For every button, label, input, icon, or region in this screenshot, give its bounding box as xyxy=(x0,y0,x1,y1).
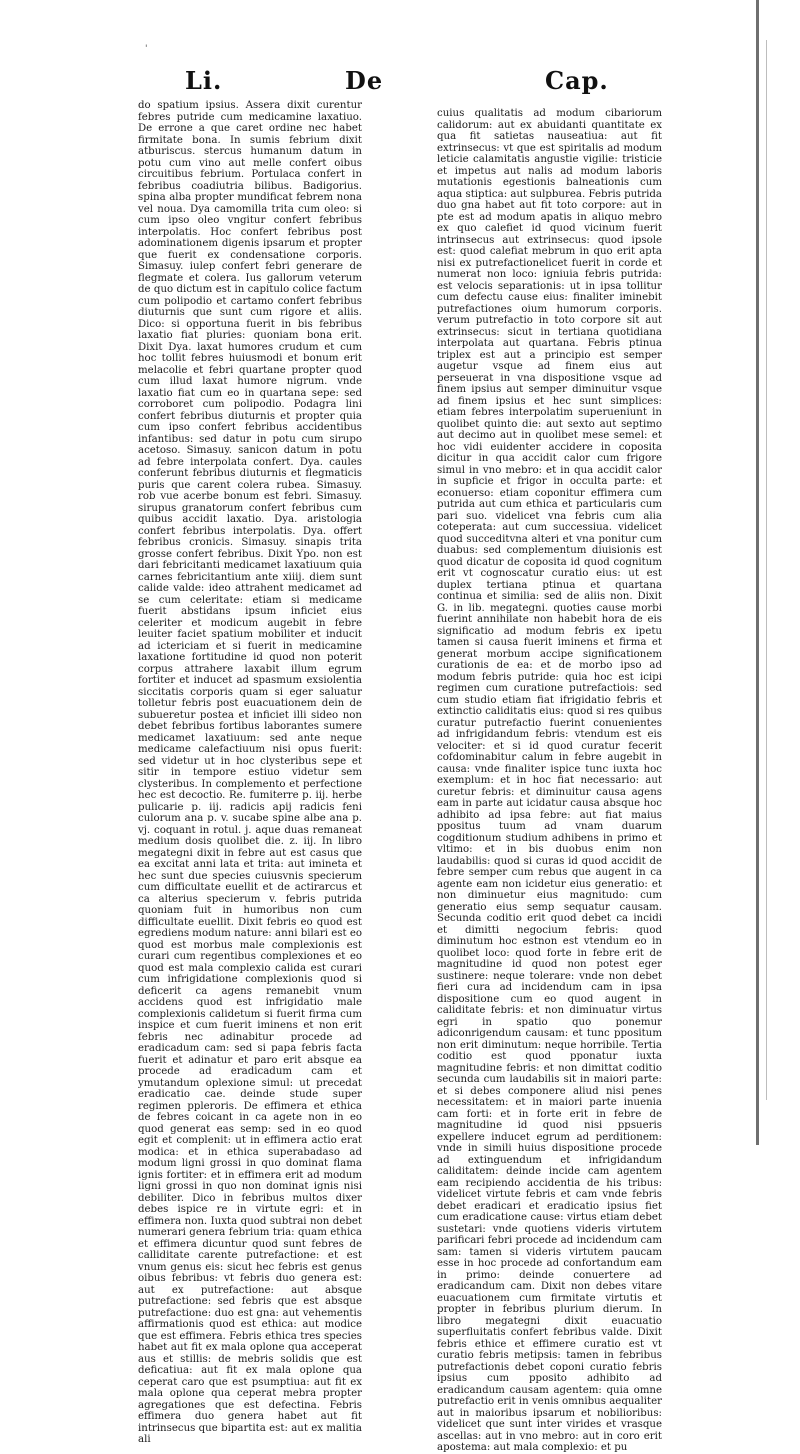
ink-speck: ' xyxy=(145,44,148,54)
text-column-right xyxy=(437,108,662,1453)
running-head-right: Cap. xyxy=(545,66,609,95)
column-right-text: cuius qualitatis ad modum cibariorum calidorum: aut ex abuidanti quantitate ex qua fit satietas nauseatiua: aut fit extrinsecus: vt que est spiritalis ad modum leticie calamitatis angustie vigilie: tristicie et impetus aut nalis ad modum laboris mutationis egestionis balneationis cum aqua stiptica: aut sulpburea. Febris putrida duo gna habet aut fit toto corpore: aut in pte est ad modum apatis in aliquo mebro ex quo calefiet id quod vicinum fuerit intrinsecus aut extrinsecus: quod ipsole est: quod calefiat mebrum in quo erit apta nisi ex putrefactionelicet fuerit in corde et numerat non loco: igniuia febris putrida: est velocis separationis: ut in ipsa tollitur cum defectu cause eius: finaliter iminebit putrefactiones oium humorum corporis. verum putrefactio in toto corpore sit aut extrinsecus: sicut in tertiana quotidiana interpolata aut quartana. Febris ptinua triplex est aut a principio est semper augetur vsque ad finem eius aut perseuerat in vna dispositione vsque ad finem ipsius aut semper diminuitur vsque ad finem ipsius et hec sunt simplices: etiam febres interpolatim superueniunt in quolibet quinto die: aut sexto aut septimo aut decimo aut in quolibet mese semel: et hoc vidi euidenter accidere in coposita dicitur in qua accidit calor cum frigore simul in vno mebro: et in qua accidit calor in supficie et frigor in occulta parte: et econuerso: etiam coponitur effimera cum putrida aut cum ethica et particularis cum pari suo. videlicet vna febris cum alia coteperata: aut cum successiua. videlicet quod succeditvna alteri et vna ponitur cum duabus: sed complementum diuisionis est quod dicatur de coposita id quod cognitum erit vt cognoscatur curatio eius: ut est duplex tertiana ptinua et quartana continua et similia: sed de aliis non. Dixit G. in lib. megategni. quoties cause morbi fuerint annihilate non habebit hora de eis significatio ad modum febris ex ipetu tamen si causa fuerit iminens et firma et generat morbum accipe significationem curationis de ea: et de morbo ipso ad modum febris putride: quia hoc est icipi regimen cum curatione putrefactiois: sed cum studio etiam fiat ifrigidatio febris et extinctio caliditatis eius: quod si res quibus curatur putrefactio fuerint conuenientes ad infrigidandum febris: vtendum est eis velociter: et si id quod curatur fecerit cofdominabitur calum in febre augebit in causa: vnde finaliter ispice tunc iuxta hoc exemplum: et in hoc fiat necessario: aut curetur febris: et diminuitur causa agens eam in parte aut icidatur causa absque hoc adhibito ad ipsa febre: aut fiat maius ppositus tuum ad vnam duarum cogditionum studium adhibens in primo et vltimo: et in bis duobus enim non laudabilis: quod si curas id quod accidit de febre semper cum rebus que augent in ca agente eam non icidetur eius generatio: et non diminuetur eius magnitudo: cum generatio eius semp sequatur causam. Secunda coditio erit quod debet ca incidi et dimitti negocium febris: quod diminutum hoc estnon est vtendum eo in quolibet loco: quod forte in febre erit de magnitudine id quod non potest eger sustinere: neque tolerare: vnde non debet fieri cura ad incidendum cam in ipsa dispositione cum eo quod augent in caliditate febris: et non diminuatur virtus egri in spatio quo ponemur adiconrigendum causam: et tunc ppositum non erit diminutum: neque horribile. Tertia coditio est quod pponatur iuxta magnitudine febris: et non dimittat coditio secunda cum laudabilis sit in maiori parte: et si debes componere aliud nisi penes necessitatem: et in maiori parte inuenia cam forti: et in forte erit in febre de magnitudine id quod nisi ppsueris expellere inducet egrum ad perditionem: vnde in simili huius dispositione procede ad extinguendum et infrigidandum caliditatem: deinde incide cam agentem eam recipiendo accidentia de his tribus: videlicet virtute febris et cam vnde febris debet eradicari et eradicatio ipsius fiet cum eradicatione cause: virtus etiam debet sustetari: vnde quotiens videris virtutem parificari febri procede ad incidendum cam sam: tamen si videris virtutem paucam esse in hoc procede ad confortandum eam in primo: deinde conuertere ad eradicandum cam. Dixit non debes vitare euacuationem cum firmitate virtutis et propter in febribus plurium dierum. In libro megategni dixit euacuatio superfluitatis confert febribus valde. Dixit febris ethice et effimere curatio est vt curatio febris metipsis: tamen in febribus putrefactionis debet coponi curatio febris ipsius cum pposito adhibito ad eradicandum causam agentem: quia omne putrefactio erit in venis omnibus aequaliter aut in maioribus ipsarum et nobilioribus: videlicet que sunt inter virides et vrasque ascellas: aut in vno mebro: aut in coro erit apostema: aut mala complexio: et pu xyxy=(437,108,662,1453)
binding-shadow-line xyxy=(756,0,759,1145)
column-left-text: do spatium ipsius. Assera dixit curentur febres putride cum medicamine laxatiuo. De errone a que caret ordine nec habet firmitate bona. In sumis febrium dixit atburiscus. stercus humanum datum in potu cum vino aut melle confert oibus circuitibus febrium. Portulaca confert in febribus coadiutria bilibus. Badigorius. spina alba propter mundificat febrem nona vel noua. Dya camomilla trita cum oleo: si cum ipso oleo vngitur confert febribus interpolatis. Hoc confert febribus post adominationem digenis ipsarum et propter que fuerit ex condensatione corporis. Simasuy. iulep confert febri generare de flegmate et colera. Ius gallorum veterum de quo dictum est in capitulo colice factum cum polipodio et cartamo confert febribus diuturnis que sunt cum rigore et aliis. Dico: si opportuna fuerit in bis febribus laxatio fiat pluries: quoniam bona erit. Dixit Dya. laxat humores crudum et cum hoc tollit febres huiusmodi et bonum erit melacolie et febri quartane propter quod cum illud laxat humore nigrum. vnde laxatio fiat cum eo in quartana sepe: sed corroboret cum polipodio. Podagra lini confert febribus diuturnis et propter quia cum ipso confert febribus accidentibus infantibus: sed datur in potu cum sirupo acetoso. Simasuy. sanicon datum in potu ad febre interpolata confert. Dya. caules conferunt febribus diuturnis et flegmaticis puris que carent colera rubea. Simasuy. rob vue acerbe bonum est febri. Simasuy. sirupus granatorum confert febribus cum quibus accidit laxatio. Dya. aristologia confert febribus interpolatis. Dya. offert febribus cronicis. Simasuy. sinapis trita grosse confert febribus. Dixit Ypo. non est dari febricitanti medicamet laxatiuum quia carnes febricitantium ante xiiij. diem sunt calide valde: ideo attrahent medicamet ad se cum celeritate: etiam si medicame fuerit abstidans ipsum inficiet eius celeriter et modicum augebit in febre leuiter faciet spatium mobiliter et inducit ad ictericiam et si fuerit in medicamine laxatione fortitudine id quod non poterit corpus attrahere laxabit illum egrum fortiter et inducet ad spasmum exsiolentia siccitatis corporis quam si eger saluatur tolletur febris post euacuationem dein de subueretur postea et inficiet illi sideo non debet febribus fortibus laborantes sumere medicamet laxatiuum: sed ante neque medicame calefactiuum nisi opus fuerit: sed videtur ut in hoc clysteribus sepe et sitir in tempore estiuo videtur sem clysteribus. In complemento et perfectione hec est decoctio. Re. fumiterre p. iij. herbe pulicarie p. iij. radicis apij radicis feni culorum ana p. v. sucabe spine albe ana p. vj. coquant in rotul. j. aque duas remaneat medium dosis quolibet die. z. iij. In libro megategni dixit in febre aut est casus que ea excitat anni lata et trita: aut imineta et hec sunt due species cuiusvnis specierum cum difficultate euellit et de actirarcus et ca alterius specierum v. febris putrida quoniam fuit in humoribus non cum difficultate euellit. Dixit febris eo quod est egrediens modum nature: anni bilari est eo quod est morbus male complexionis est curari cum regentibus complexiones et eo quod est mala complexio calida est curari cum infrigidatione complexionis quod si deficerit ca agens remanebit vnum accidens quod est infrigidatio male complexionis calidetum si fuerit firma cum inspice et cum fuerit iminens et non erit febris nec adinabitur procede ad eradicadum cam: sed si papa febris facta fuerit et adinatur et paro erit absque ea procede ad eradicadum cam et ymutandum oplexione simul: ut precedat eradicatio cae. deinde stude super regimen ppleroris. De effimera et ethica de febres coicant in ca agete non in eo quod generat eas semp: sed in eo quod egit et complenit: ut in effimera actio erat modica: et in ethica superabadaso ad modum ligni grossi in quo dominat flama ignis fortiter: et in effimera erit ad modum ligni grossi in quo non dominat ignis nisi debiliter. Dico in febribus multos dixer debes ispice re in virtute egri: et in effimera non. Iuxta quod subtrai non debet numerari genera febrium tria: quam ethica et effimera dicuntur quod sunt febres de calliditate carente putrefactione: et est vnum genus eis: sicut hec febris est genus oibus febribus: vt febris duo genera est: aut ex putrefactione: aut absque putrefactione: sed febris que est absque putrefactione: duo est gna: aut vehementis affirmationis quod est ethica: aut modice que est effimera. Febris ethica tres species habet aut fit ex mala oplone qua acceperat aus et stillis: de mebris solidis que est deficatiua: aut fit ex mala oplone qua ceperat caro que est psumptiua: aut fit ex mala oplone qua ceperat mebra propter agregationes que est defectina. Febris effimera duo genera habet aut fit intrinsecus que bipartita est: aut ex malitia ali xyxy=(138,100,362,1445)
running-head-center: De xyxy=(345,66,384,95)
text-column-left xyxy=(138,100,362,1445)
binding-edge xyxy=(752,0,800,1145)
running-head-left: Li. xyxy=(185,66,223,95)
page-edge-line xyxy=(766,40,767,1100)
